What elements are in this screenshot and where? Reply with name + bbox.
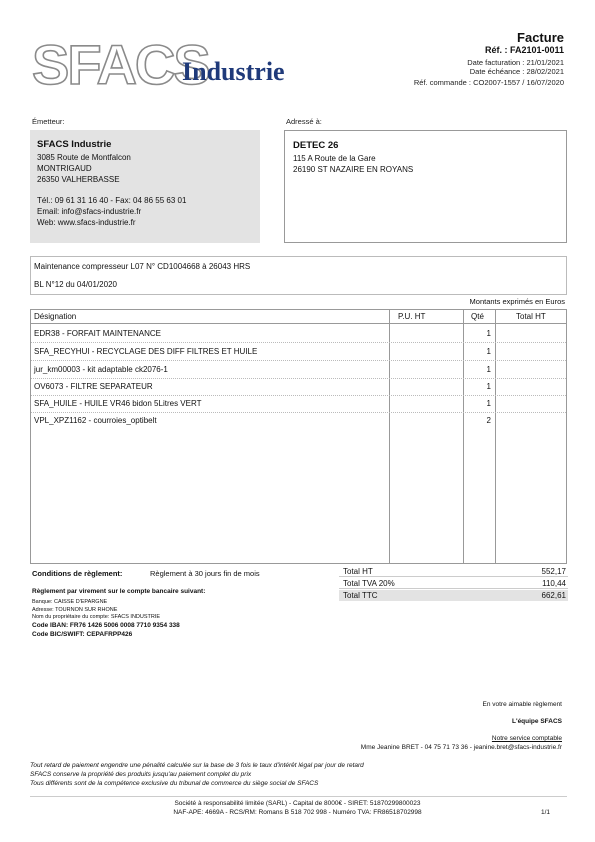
table-header: [31, 310, 566, 324]
row-designation: jur_km00003 - kit adaptable ck2076-1: [34, 365, 168, 374]
page-number: 1/1: [540, 809, 550, 816]
header-designation: Désignation: [34, 312, 77, 321]
company-logo: [30, 34, 315, 90]
footer-divider: [30, 796, 567, 797]
emitter-phone: Tél.: 09 61 31 16 40 - Fax: 04 86 55 63 01: [37, 196, 187, 205]
emitter-website[interactable]: Web: www.sfacs-industrie.fr: [37, 218, 136, 227]
row-quantity: 1: [486, 365, 491, 374]
logo-main-text: SFACS: [32, 34, 209, 90]
table-row: [31, 378, 566, 395]
due-date: Date échéance : 28/02/2021: [469, 67, 564, 76]
payment-terms-label: Conditions de règlement:: [32, 569, 123, 578]
legal-ownership: SFACS conserve la propriété des produits jusqu'au paiement complet du prix: [30, 771, 252, 778]
recipient-name: DETEC 26: [293, 140, 339, 151]
logo-sub-text: Industrie: [182, 57, 285, 86]
footer-registration: NAF-APE: 4669A - RCS/RM: Romans B 518 702 998 - Numéro TVA: FR86518702998: [173, 809, 422, 816]
emitter-email[interactable]: Email: info@sfacs-industrie.fr: [37, 207, 142, 216]
invoice-date: Date facturation : 21/01/2021: [467, 58, 564, 67]
currency-note: Montants exprimés en Euros: [469, 297, 565, 306]
table-row: [31, 361, 566, 378]
signature-contact: Mme Jeanine BRET - 04 75 71 73 36 - jeanine.bret@sfacs-industrie.fr: [360, 744, 562, 751]
bank-transfer-title: Règlement par virement sur le compte bancaire suivant:: [32, 588, 206, 595]
bank-owner: Nom du propriétaire du compte: SFACS INDUSTRIE: [32, 614, 161, 620]
total-tva-value: 110,44: [542, 579, 566, 588]
closing-greeting: En votre aimable règlement: [482, 701, 562, 708]
total-ht-label: Total HT: [343, 567, 373, 576]
row-quantity: 1: [486, 399, 491, 408]
row-designation: SFA_RECYHUI - RECYCLAGE DES DIFF FILTRES ET HUILE: [34, 347, 258, 356]
recipient-address-line: 26190 ST NAZAIRE EN ROYANS: [293, 165, 414, 174]
row-designation: VPL_XPZ1162 - courroies_optibelt: [34, 416, 157, 425]
logo-graphic: [30, 34, 315, 90]
table-row: [31, 343, 566, 360]
signature-service: Notre service comptable: [491, 735, 562, 742]
total-tva-label: Total TVA 20%: [343, 579, 395, 588]
emitter-address-line: 3085 Route de Montfalcon: [37, 153, 131, 162]
total-ttc-value: 662,61: [541, 591, 566, 600]
header-total: Total HT: [516, 312, 546, 321]
total-ttc-row: [339, 590, 568, 601]
recipient-box: [284, 130, 567, 243]
total-ht-value: 552,17: [541, 567, 566, 576]
info-line-delivery: BL N°12 du 04/01/2020: [34, 280, 117, 289]
row-designation: EDR38 - FORFAIT MAINTENANCE: [34, 329, 161, 338]
emitter-label: Émetteur:: [32, 117, 65, 126]
document-title: Facture: [517, 30, 564, 45]
table-row: [31, 325, 566, 342]
emitter-box: [30, 130, 260, 243]
row-designation: SFA_HUILE - HUILE VR46 bidon 5Litres VERT: [34, 399, 202, 408]
bank-iban: Code IBAN: FR76 1426 5006 0008 7710 9354 338: [32, 622, 180, 629]
recipient-label: Adressé à:: [286, 117, 322, 126]
bank-name: Banque: CAISSE D'EPARGNE: [32, 599, 108, 605]
row-quantity: 1: [486, 329, 491, 338]
footer-company-info: Société à responsabilité limitée (SARL) - Capital de 8000€ - SIRET: 51870299800023: [174, 800, 421, 807]
invoice-lines-table: [30, 309, 567, 564]
payment-terms-value: Règlement à 30 jours fin de mois: [150, 569, 260, 578]
emitter-name: SFACS Industrie: [37, 139, 112, 150]
total-ttc-label: Total TTC: [343, 591, 378, 600]
table-row: [31, 395, 566, 412]
row-quantity: 1: [486, 347, 491, 356]
header-quantity: Qté: [471, 312, 484, 321]
order-ref: Réf. commande : CO2007-1557 / 16/07/2020: [413, 78, 564, 87]
emitter-address-line: MONTRIGAUD: [37, 164, 92, 173]
legal-late-penalty: Tout retard de paiement engendre une pénalité calculée sur la base de 3 fois le taux d'intérêt légal par jour de retard: [30, 762, 364, 769]
invoice-ref: Réf. : FA2101-0011: [484, 45, 564, 55]
recipient-address-line: 115 A Route de la Gare: [293, 154, 376, 163]
row-designation: OV6073 - FILTRE SEPARATEUR: [34, 382, 153, 391]
total-ht-row: [339, 566, 568, 577]
row-quantity: 1: [486, 382, 491, 391]
bank-bic: Code BIC/SWIFT: CEPAFRPP426: [32, 631, 133, 638]
signature-team: L'équipe SFACS: [512, 718, 562, 725]
row-quantity: 2: [486, 416, 491, 425]
legal-jurisdiction: Tous différents sont de la compétence exclusive du tribunal de commerce du siège social de SFACS: [30, 780, 319, 787]
emitter-address-line: 26350 VALHERBASSE: [37, 175, 120, 184]
info-box: [30, 256, 567, 295]
header-unit-price: P.U. HT: [398, 312, 426, 321]
info-line-maintenance: Maintenance compresseur L07 N° CD1004668 à 26043 HRS: [34, 262, 251, 271]
bank-address: Adresse: TOURNON SUR RHONE: [32, 607, 118, 613]
total-tva-row: [339, 578, 568, 589]
table-row: [31, 412, 566, 429]
